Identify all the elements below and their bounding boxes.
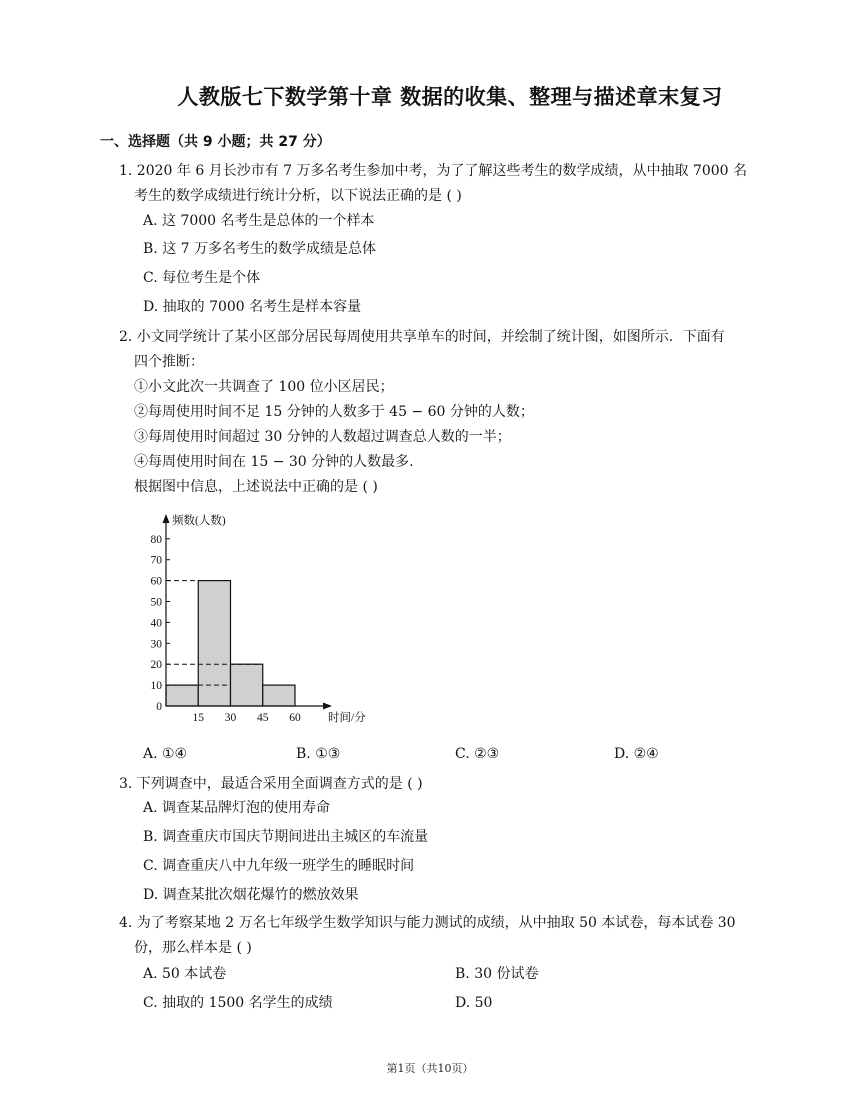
y-tick-label: 0 bbox=[156, 701, 162, 713]
x-axis-arrow bbox=[323, 703, 332, 710]
q2-statement-2: ②每周使用时间不足 15 分钟的人数多于 45 − 60 分钟的人数； bbox=[134, 404, 534, 420]
histogram-bar bbox=[166, 685, 198, 706]
q2-statement-4: ④每周使用时间在 15 − 30 分钟的人数最多. bbox=[134, 454, 414, 470]
q2-option-c: C. ②③ bbox=[455, 746, 500, 762]
q2-prompt: 根据图中信息，上述说法中正确的是 ( ) bbox=[134, 479, 378, 495]
q4-option-a: A. 50 本试卷 bbox=[143, 966, 227, 982]
y-tick-label: 30 bbox=[150, 638, 162, 651]
page-footer: 第1页（共10页） bbox=[386, 1062, 474, 1075]
x-tick-label: 60 bbox=[289, 712, 301, 724]
q4-option-c: C. 抽取的 1500 名学生的成绩 bbox=[143, 995, 333, 1011]
q1-stem-line1: 1. 2020 年 6 月长沙市有 7 万多名考生参加中考，为了了解这些考生的数学成绩，从中抽取 7000 名 bbox=[119, 163, 748, 179]
histogram-bar bbox=[231, 664, 263, 706]
q2-option-b: B. ①③ bbox=[296, 746, 341, 762]
histogram-bar bbox=[198, 581, 230, 706]
y-tick-label: 40 bbox=[150, 617, 162, 630]
q3-option-d: D. 调查某批次烟花爆竹的燃放效果 bbox=[143, 887, 359, 903]
section-heading: 一、选择题（共 9 小题；共 27 分） bbox=[100, 134, 331, 150]
x-tick-label: 30 bbox=[224, 712, 237, 724]
histogram-chart bbox=[142, 506, 382, 728]
q3-option-c: C. 调查重庆八中九年级一班学生的睡眠时间 bbox=[143, 858, 415, 874]
x-tick-label: 15 bbox=[192, 712, 204, 724]
q3-stem: 3. 下列调查中，最适合采用全面调查方式的是 ( ) bbox=[119, 776, 423, 792]
document-title: 人教版七下数学第十章 数据的收集、整理与描述章末复习 bbox=[177, 85, 723, 109]
y-axis-title: 频数(人数) bbox=[172, 515, 226, 527]
q4-option-d: D. 50 bbox=[455, 995, 493, 1011]
q2-statement-1: ①小文此次一共调查了 100 位小区居民； bbox=[134, 379, 394, 395]
y-tick-label: 10 bbox=[150, 680, 162, 693]
q2-stem-line1: 2. 小文同学统计了某小区部分居民每周使用共享单车的时间，并绘制了统计图，如图所示．下面有 bbox=[119, 329, 725, 345]
q2-statement-3: ③每周使用时间超过 30 分钟的人数超过调查总人数的一半； bbox=[134, 429, 511, 445]
y-axis-arrow bbox=[163, 514, 170, 523]
q3-option-b: B. 调查重庆市国庆节期间进出主城区的车流量 bbox=[143, 829, 429, 845]
q1-stem-line2: 考生的数学成绩进行统计分析，以下说法正确的是 ( ) bbox=[134, 188, 462, 204]
y-tick-label: 50 bbox=[150, 596, 162, 609]
q3-option-a: A. 调查某品牌灯泡的使用寿命 bbox=[143, 800, 331, 816]
q4-stem-line2: 份，那么样本是 ( ) bbox=[134, 940, 252, 956]
q4-option-b: B. 30 份试卷 bbox=[455, 966, 539, 982]
q2-option-a: A. ①④ bbox=[143, 746, 188, 762]
x-tick-label: 45 bbox=[257, 712, 269, 724]
q4-stem-line1: 4. 为了考察某地 2 万名七年级学生数学知识与能力测试的成绩，从中抽取 50 本试卷，每本试卷 30 bbox=[119, 915, 736, 931]
histogram-bar bbox=[263, 685, 295, 706]
q2-option-d: D. ②④ bbox=[614, 746, 659, 762]
y-tick-label: 70 bbox=[150, 554, 162, 567]
q1-option-c: C. 每位考生是个体 bbox=[143, 270, 261, 286]
x-axis-title: 时间/分 bbox=[328, 712, 366, 724]
q2-stem-line2: 四个推断： bbox=[134, 354, 204, 370]
histogram-svg bbox=[142, 506, 382, 728]
q1-option-d: D. 抽取的 7000 名考生是样本容量 bbox=[143, 299, 362, 315]
y-tick-label: 20 bbox=[150, 659, 162, 672]
y-tick-label: 60 bbox=[150, 575, 162, 588]
q1-option-b: B. 这 7 万多名考生的数学成绩是总体 bbox=[143, 241, 376, 257]
q1-option-a: A. 这 7000 名考生是总体的一个样本 bbox=[143, 213, 375, 229]
y-tick-label: 80 bbox=[150, 533, 162, 546]
